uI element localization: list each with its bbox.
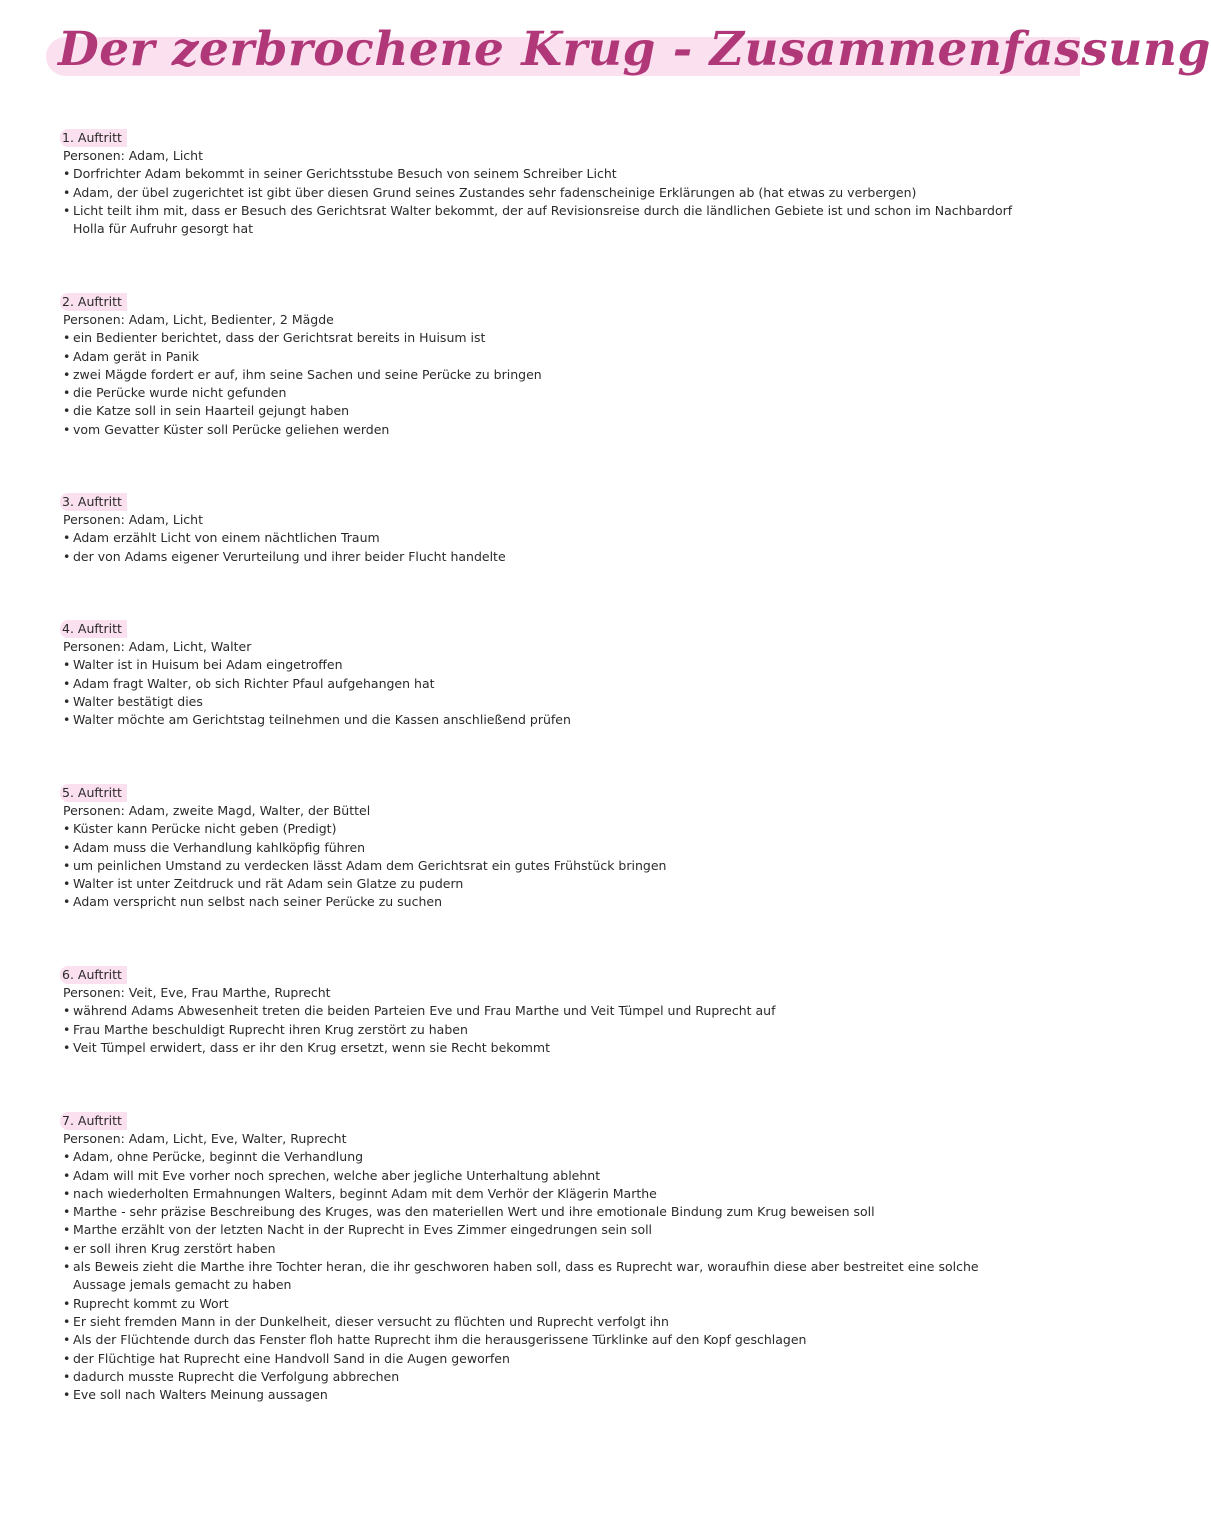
page-title: Der zerbrochene Krug - Zusammenfassung (58, 22, 1211, 77)
list-item: • Adam erzählt Licht von einem nächtlichen Traum (63, 529, 1023, 547)
section-auftritt-2 (63, 291, 1023, 439)
section-auftritt-5 (63, 782, 1023, 912)
list-item: • er soll ihren Krug zerstört haben (63, 1240, 1023, 1258)
section-heading: 1. Auftritt (60, 129, 127, 147)
list-item: • Walter ist unter Zeitdruck und rät Adam sein Glatze zu pudern (63, 875, 1023, 893)
list-item: • zwei Mägde fordert er auf, ihm seine Sachen und seine Perücke zu bringen (63, 366, 1023, 384)
section-heading: 3. Auftritt (60, 493, 127, 511)
section-heading: 2. Auftritt (60, 293, 127, 311)
list-item: • Marthe erzählt von der letzten Nacht in der Ruprecht in Eves Zimmer eingedrungen sein soll (63, 1221, 1023, 1239)
section-heading: 5. Auftritt (60, 784, 127, 802)
list-item: • Licht teilt ihm mit, dass er Besuch des Gerichtsrat Walter bekommt, der auf Revisionsreise durch die ländlichen Gebiete ist und schon im Nachbardorf Holla für Aufruhr gesorgt hat (63, 202, 1023, 239)
list-item: • Adam muss die Verhandlung kahlköpfig führen (63, 839, 1023, 857)
section-persons: Personen: Adam, Licht (63, 148, 203, 163)
list-item: • Adam fragt Walter, ob sich Richter Pfaul aufgehangen hat (63, 675, 1023, 693)
list-item: • Dorfrichter Adam bekommt in seiner Gerichtsstube Besuch von seinem Schreiber Licht (63, 165, 1023, 183)
section-auftritt-4 (63, 618, 1023, 729)
section-auftritt-1 (63, 127, 1023, 238)
list-item: • vom Gevatter Küster soll Perücke geliehen werden (63, 421, 1023, 439)
section-persons: Personen: Adam, Licht, Eve, Walter, Ruprecht (63, 1131, 347, 1146)
list-item: • Ruprecht kommt zu Wort (63, 1295, 1023, 1313)
list-item: • nach wiederholten Ermahnungen Walters, beginnt Adam mit dem Verhör der Klägerin Marthe (63, 1185, 1023, 1203)
section-heading: 4. Auftritt (60, 620, 127, 638)
list-item: • Walter möchte am Gerichtstag teilnehmen und die Kassen anschließend prüfen (63, 711, 1023, 729)
list-item: • die Katze soll in sein Haarteil gejungt haben (63, 402, 1023, 420)
list-item: • Er sieht fremden Mann in der Dunkelheit, dieser versucht zu flüchten und Ruprecht verfolgt ihn (63, 1313, 1023, 1331)
section-auftritt-3 (63, 491, 1023, 566)
list-item: • Adam gerät in Panik (63, 348, 1023, 366)
list-item: • Veit Tümpel erwidert, dass er ihr den Krug ersetzt, wenn sie Recht bekommt (63, 1039, 1023, 1057)
bullet-list (63, 1148, 1023, 1404)
list-item: • der Flüchtige hat Ruprecht eine Handvoll Sand in die Augen geworfen (63, 1350, 1023, 1368)
section-heading: 6. Auftritt (60, 966, 127, 984)
list-item: • Als der Flüchtende durch das Fenster floh hatte Ruprecht ihm die herausgerissene Türklinke auf den Kopf geschlagen (63, 1331, 1023, 1349)
bullet-list (63, 329, 1023, 439)
list-item: • Adam verspricht nun selbst nach seiner Perücke zu suchen (63, 893, 1023, 911)
list-item: • die Perücke wurde nicht gefunden (63, 384, 1023, 402)
section-heading: 7. Auftritt (60, 1112, 127, 1130)
list-item: • Marthe - sehr präzise Beschreibung des Kruges, was den materiellen Wert und ihre emotionale Bindung zum Krug beweisen soll (63, 1203, 1023, 1221)
section-auftritt-6 (63, 964, 1023, 1057)
section-persons: Personen: Adam, Licht (63, 512, 203, 527)
list-item: • Frau Marthe beschuldigt Ruprecht ihren Krug zerstört zu haben (63, 1021, 1023, 1039)
list-item: • Adam, der übel zugerichtet ist gibt über diesen Grund seines Zustandes sehr fadenscheinige Erklärungen ab (hat etwas zu verbergen) (63, 184, 1023, 202)
section-persons: Personen: Adam, Licht, Bedienter, 2 Mägde (63, 312, 334, 327)
list-item: • Adam, ohne Perücke, beginnt die Verhandlung (63, 1148, 1023, 1166)
bullet-list (63, 656, 1023, 729)
list-item: • Eve soll nach Walters Meinung aussagen (63, 1386, 1023, 1404)
bullet-list (63, 820, 1023, 911)
list-item: • Küster kann Perücke nicht geben (Predigt) (63, 820, 1023, 838)
section-persons: Personen: Veit, Eve, Frau Marthe, Ruprecht (63, 985, 331, 1000)
list-item: • als Beweis zieht die Marthe ihre Tochter heran, die ihr geschworen haben soll, dass es Ruprecht war, woraufhin diese aber bestreitet eine solche Aussage jemals gemacht zu haben (63, 1258, 1023, 1295)
list-item: • während Adams Abwesenheit treten die beiden Parteien Eve und Frau Marthe und Veit Tümpel und Ruprecht auf (63, 1002, 1023, 1020)
section-auftritt-7 (63, 1110, 1023, 1404)
bullet-list (63, 165, 1023, 238)
list-item: • Walter bestätigt dies (63, 693, 1023, 711)
bullet-list (63, 529, 1023, 566)
bullet-list (63, 1002, 1023, 1057)
list-item: • Walter ist in Huisum bei Adam eingetroffen (63, 656, 1023, 674)
list-item: • ein Bedienter berichtet, dass der Gerichtsrat bereits in Huisum ist (63, 329, 1023, 347)
list-item: • um peinlichen Umstand zu verdecken lässt Adam dem Gerichtsrat ein gutes Frühstück bringen (63, 857, 1023, 875)
list-item: • der von Adams eigener Verurteilung und ihrer beider Flucht handelte (63, 548, 1023, 566)
section-persons: Personen: Adam, zweite Magd, Walter, der Büttel (63, 803, 371, 818)
section-persons: Personen: Adam, Licht, Walter (63, 639, 252, 654)
list-item: • Adam will mit Eve vorher noch sprechen, welche aber jegliche Unterhaltung ablehnt (63, 1167, 1023, 1185)
list-item: • dadurch musste Ruprecht die Verfolgung abbrechen (63, 1368, 1023, 1386)
